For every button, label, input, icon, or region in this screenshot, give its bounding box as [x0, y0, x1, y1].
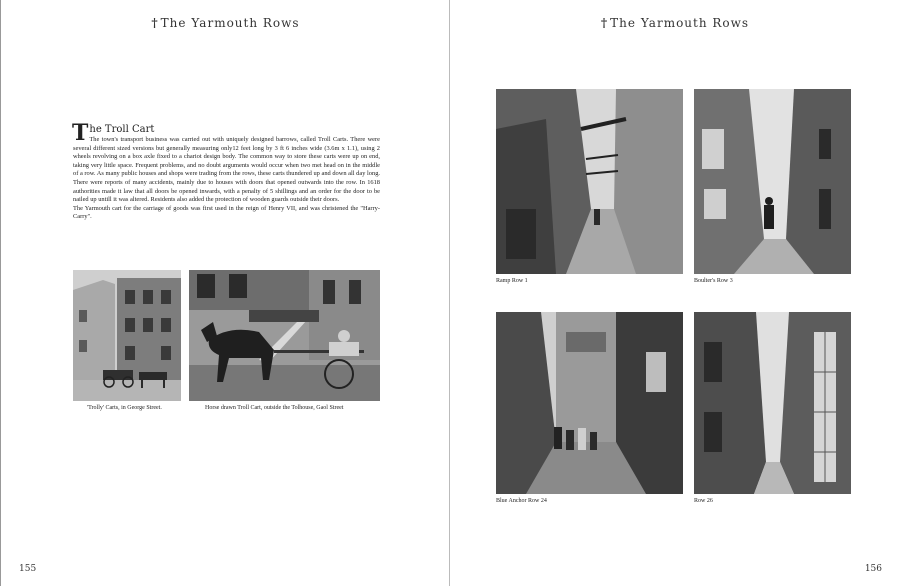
photo-boulters-row-3 — [694, 89, 851, 274]
alley-image — [694, 312, 851, 494]
photo-ramp-row-1 — [496, 89, 683, 274]
page-number-left: 155 — [19, 564, 37, 574]
alley-image — [694, 89, 851, 274]
caption-ramp-row-1: Ramp Row 1 — [496, 278, 528, 284]
photo-row-26 — [694, 312, 851, 494]
caption-row-26: Row 26 — [694, 498, 713, 504]
caption-blue-anchor-row-24: Blue Anchor Row 24 — [496, 498, 547, 504]
caption-boulters-row-3: Boulter's Row 3 — [694, 278, 733, 284]
running-head-text: The Yarmouth Rows — [610, 16, 750, 30]
horse-cart-image — [189, 270, 380, 401]
running-head-right — [450, 16, 900, 30]
alley-image — [496, 89, 683, 274]
caption-horse-drawn-cart: Horse drawn Troll Cart, outside the Tolhouse, Gaol Street — [205, 405, 344, 411]
street-scene-image — [73, 270, 181, 401]
troll-cart-article — [72, 120, 380, 222]
caption-trolly-carts: 'Trolly' Carts, in George Street. — [87, 405, 162, 411]
article-paragraph-1: The town's transport business was carried out with uniquely designed barrows, called Troll Carts. There were several different sized versions but generally measuring only12 feet long by 3 ft 6 inches wide (3.6m x 1.1), using 2 wheels revolving on a box axle fixed to a chariot design body. The common way to store these carts were up on end, taking very little space. Frequent problems, and no doubt arguments would occur when two met head on in the middle of a row. As many public houses and shops were trading from the rows, these carts thundered up and down all day long. There were reports of many accidents, mainly due to houses with doors that opened outwards into the row. In 1618 authorities made it law that all doors be opened inwards, with a penalty of 5 shillings and an order for the door to be nailed up untill it was altered. Residents also added the protection of wooden guards outside their doors. — [73, 136, 380, 204]
article-title-rest: he Troll Cart — [89, 124, 155, 135]
article-title — [72, 120, 380, 146]
photo-trolly-carts — [73, 270, 181, 401]
photo-blue-anchor-row-24 — [496, 312, 683, 494]
dropcap: T — [72, 120, 89, 146]
right-page — [450, 0, 900, 586]
running-head-text: The Yarmouth Rows — [160, 16, 300, 30]
dagger-icon: † — [600, 16, 609, 30]
running-head-left — [1, 16, 450, 30]
dagger-icon: † — [151, 16, 159, 30]
article-paragraph-2: The Yarmouth cart for the carriage of goods was first used in the reign of Henry VII, and was christened the "Harry-Carry". — [73, 204, 380, 221]
alley-image — [496, 312, 683, 494]
photo-horse-drawn-cart — [189, 270, 380, 401]
page-number-right: 156 — [864, 564, 882, 574]
